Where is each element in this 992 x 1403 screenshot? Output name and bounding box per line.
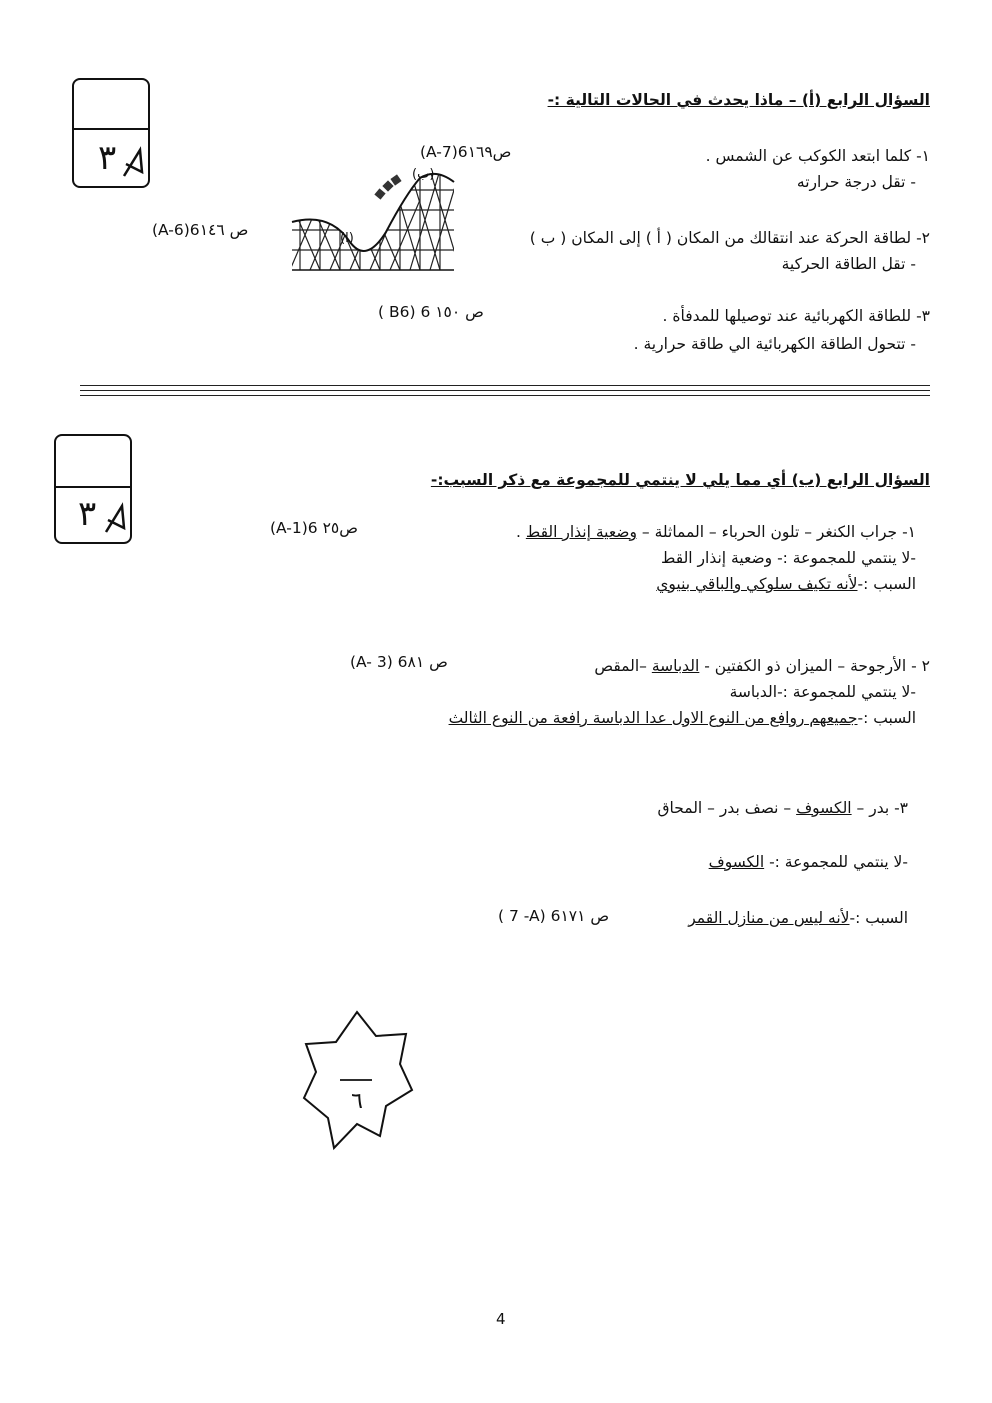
score-box-q4a: [72, 78, 150, 188]
q4b-item1-odd-value: وضعية إنذار القط: [661, 549, 773, 567]
q4a-item3-text: ٣- للطاقة الكهربائية عند توصيلها للمدفأة .: [662, 307, 930, 325]
q4b-item3-list-pre: ٣- بدر –: [851, 799, 908, 817]
q4a-item3-ref: ( B6) 6 ص ١٥٠: [378, 303, 484, 321]
q4b-item2-reason: [449, 708, 916, 728]
score-box-q4b: [54, 434, 132, 544]
q4a-item1-answer: - تقل درجة حرارته: [796, 173, 916, 191]
total-score-value: ٦: [351, 1089, 363, 1114]
q4b-item2-list-pre: ٢ - الأرجوحة – الميزان ذو الكفتين -: [699, 657, 930, 675]
q4b-item1-odd: [661, 548, 916, 568]
page-number: 4: [496, 1310, 506, 1328]
q4b-title: السؤال الرابع (ب) أي مما يلي لا ينتمي للمجموعة مع ذكر السبب:-: [430, 471, 930, 489]
q4b-item2-ref: (A- 3) 6ص ٨١: [350, 653, 448, 671]
q4b-item1-list-pre: ١- جراب الكنغر – تلون الحرباء – المماثلة –: [636, 523, 916, 541]
q4b-item2-odd-underlined: الدباسة: [651, 657, 700, 675]
check-mark-icon: [122, 142, 144, 178]
q4b-item3-list: [657, 798, 908, 818]
q4a-item2-ref: (A-6)6ص ١٤٦: [152, 221, 249, 239]
q4a-title: السؤال الرابع (أ) – ماذا يحدث في الحالات التالية :-: [547, 91, 930, 109]
q4a-item1-ref: (A-7)6ص١٦٩: [420, 143, 512, 161]
q4b-item2-odd-value: الدباسة: [729, 683, 778, 701]
q4b-item1-reason-prefix: السبب :-: [857, 575, 916, 593]
q4b-item2-list: [594, 656, 930, 676]
q4b-item2-reason-prefix: السبب :-: [857, 709, 916, 727]
q4b-item3-odd: [709, 852, 908, 872]
q4a-item1-text: ١- كلما ابتعد الكوكب عن الشمس .: [705, 147, 930, 165]
score-mark-q4a: ٣: [98, 138, 117, 178]
total-score-star: [300, 1008, 414, 1154]
q4a-item2-text: ٢- لطاقة الحركة عند انتقالك من المكان ( أ ) إلى المكان ( ب ): [529, 229, 930, 247]
q4b-item2-odd-prefix: -لا ينتمي للمجموعة :-: [777, 683, 916, 701]
q4b-item1-ref: (A-1)6 ص٢٥: [270, 519, 359, 537]
q4b-item1-list: [516, 522, 916, 542]
q4b-item2-reason-value: جميعهم روافع من النوع الاول عدا الدباسة رافعة من النوع الثالث: [448, 709, 858, 727]
q4b-item2-odd: [730, 682, 916, 702]
q4b-item1-reason-value: لأنه تكيف سلوكي والباقي بنيوي: [656, 575, 858, 593]
section-separator: [80, 385, 930, 386]
q4b-item1-odd-underlined: وضعية إنذار القط: [525, 523, 637, 541]
q4a-item3-answer: - تتحول الطاقة الكهربائية الي طاقة حرارية .: [633, 335, 916, 353]
q4b-item3-odd-prefix: -لا ينتمي للمجموعة :-: [764, 853, 908, 871]
section-separator: [80, 390, 930, 391]
q4b-item3-ref: ( 7 -A) 6ص ١٧١: [498, 907, 610, 925]
score-mark-q4b: ٣: [78, 494, 97, 534]
section-separator: [80, 395, 930, 396]
figure-label-a: (ا): [340, 231, 354, 246]
q4b-item1-list-post: .: [516, 523, 526, 541]
q4b-item3-reason-value: لأنه ليس من منازل القمر: [688, 909, 850, 927]
q4b-item3-odd-underlined: الكسوف: [796, 799, 852, 817]
q4a-item2-answer: - تقل الطاقة الحركية: [781, 255, 916, 273]
q4b-item3-odd-value: الكسوف: [708, 853, 765, 871]
q4b-item3-reason: [688, 908, 908, 928]
q4b-item1-odd-prefix: -لا ينتمي للمجموعة :-: [772, 549, 916, 567]
q4b-item3-reason-prefix: السبب :-: [849, 909, 908, 927]
figure-label-b: (ب): [412, 167, 435, 182]
q4b-item2-list-post: –المقص: [594, 657, 652, 675]
q4b-item3-list-post: – نصف بدر – المحاق: [657, 799, 797, 817]
roller-coaster-figure: [290, 160, 456, 272]
check-mark-icon: [104, 498, 126, 534]
q4b-item1-reason: [656, 574, 916, 594]
